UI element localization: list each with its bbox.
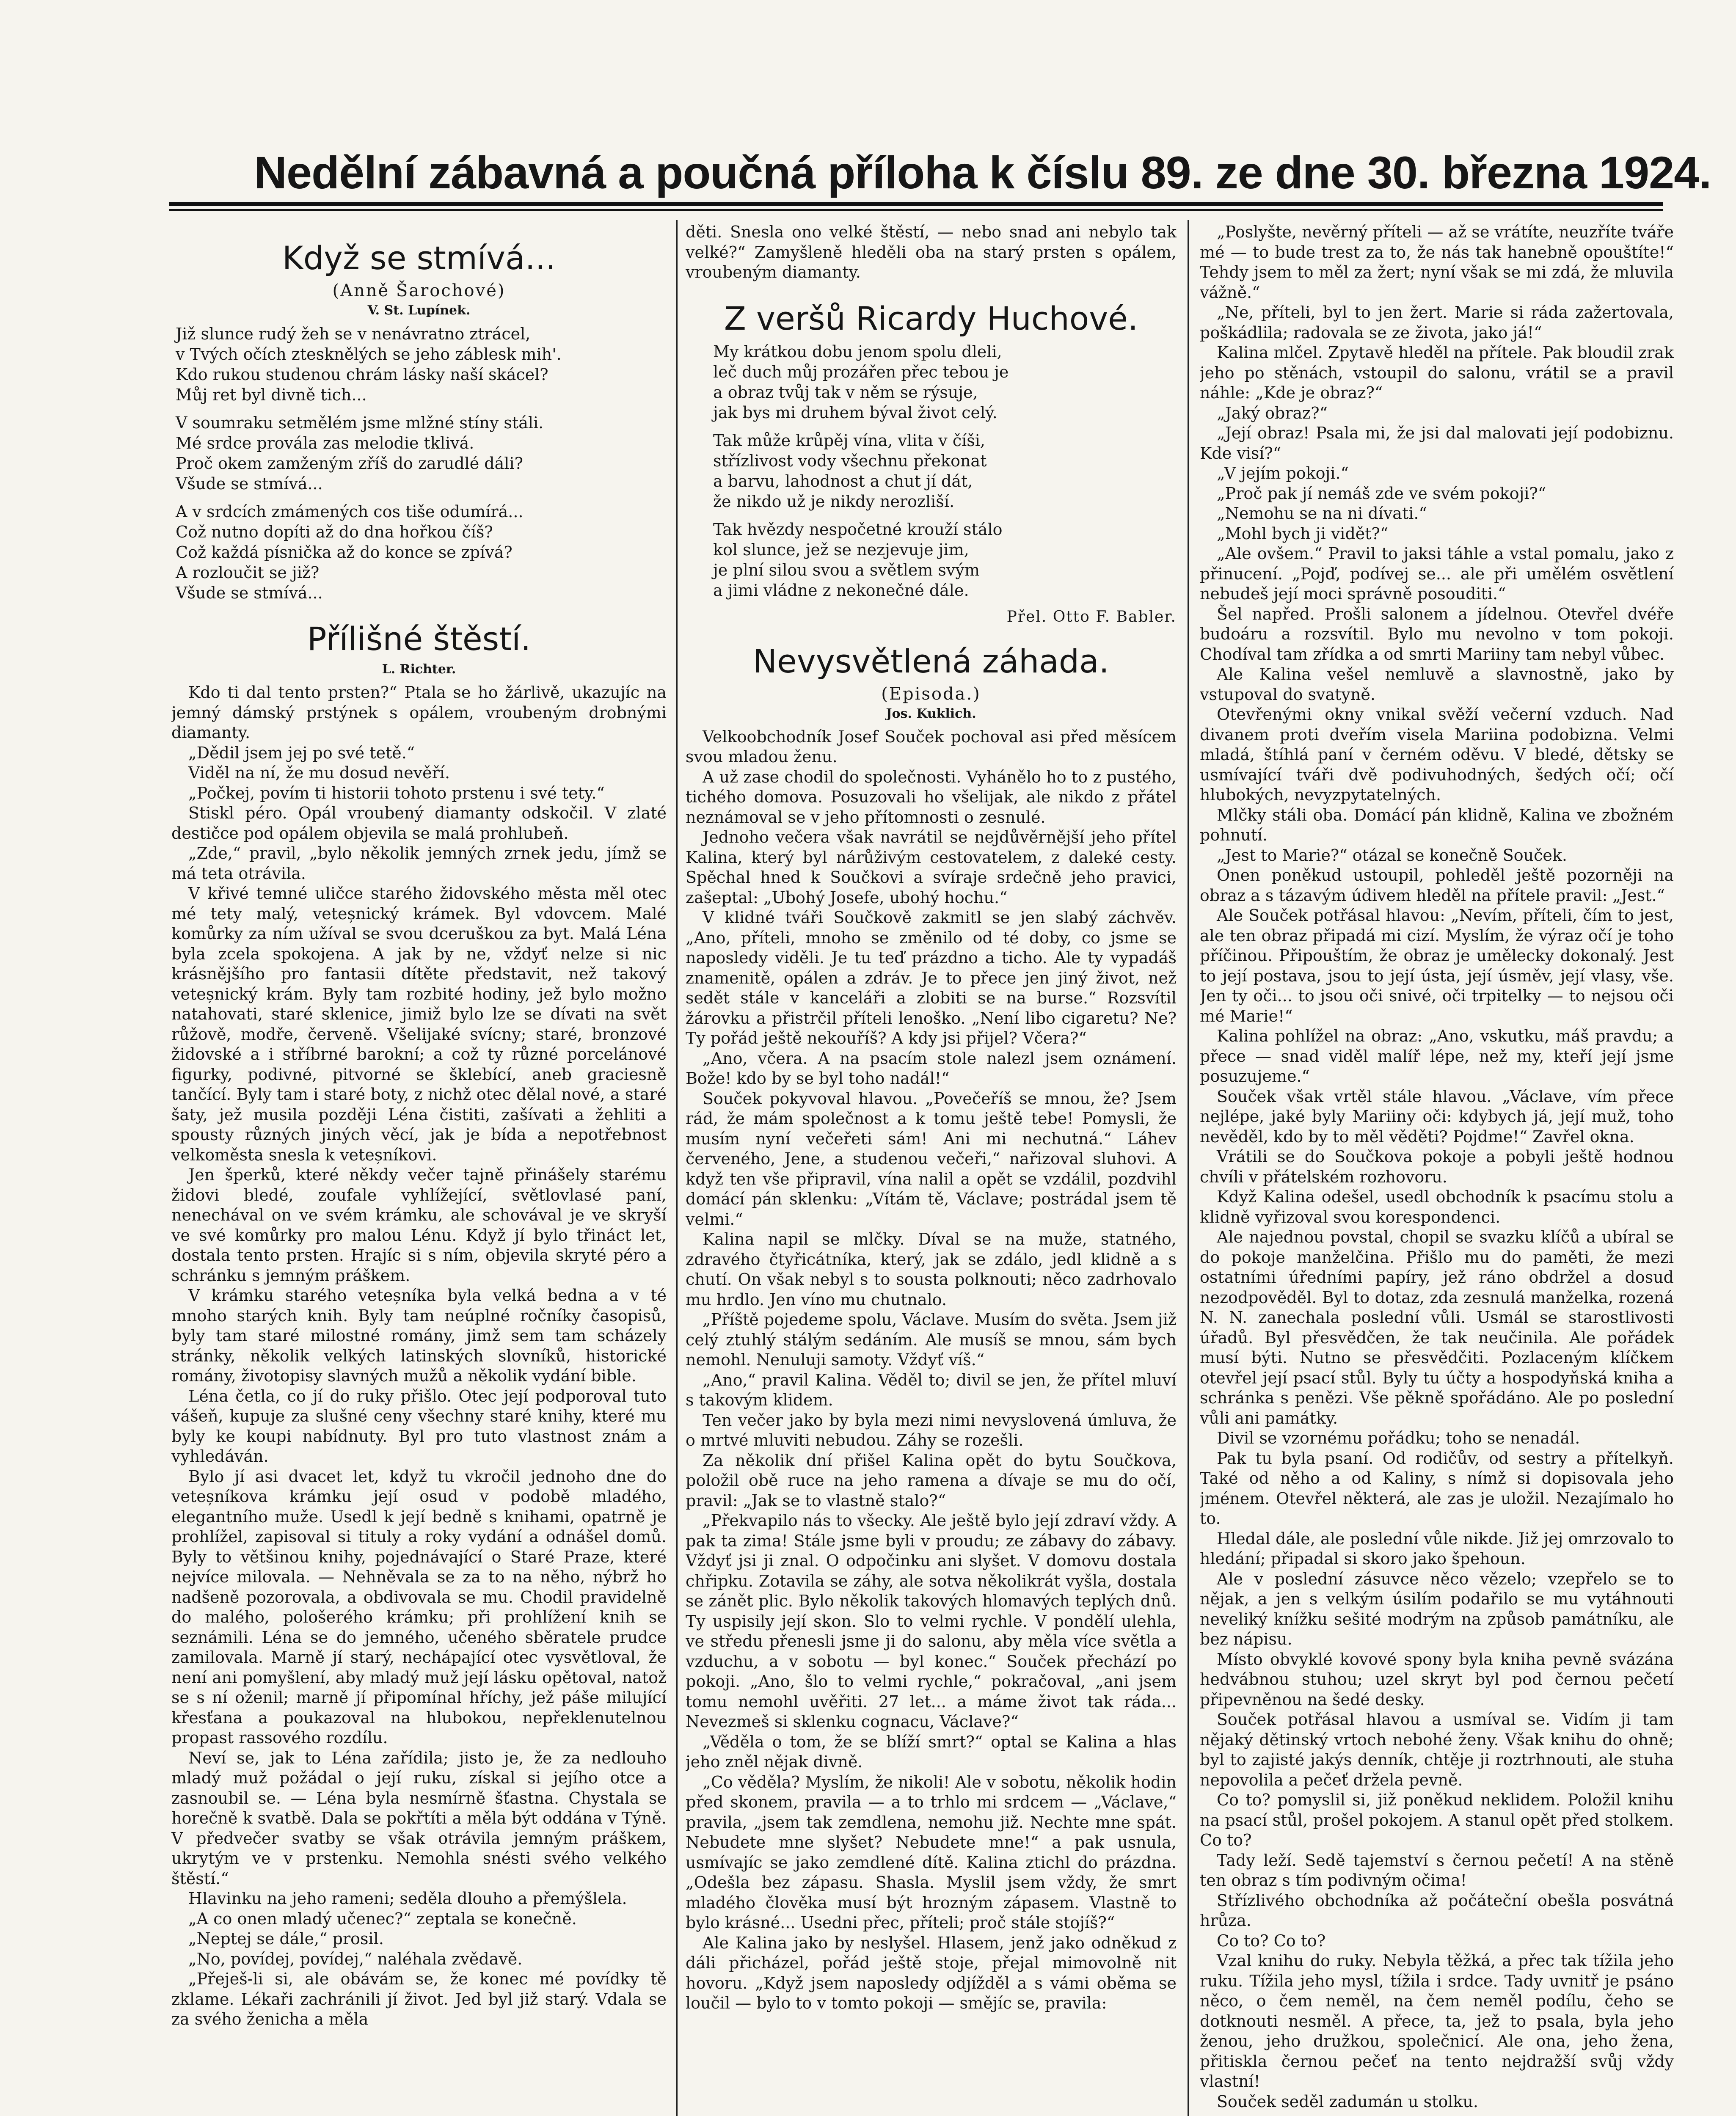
paragraph: Místo obvyklé kovové spony byla kniha pevně svázána hedvábnou stuhou; uzel skryt byl pod černou pečetí připevněnou na šedé desky. bbox=[1200, 1650, 1674, 1709]
paragraph: Divil se vzornému pořádku; toho se nenadál. bbox=[1217, 1429, 1580, 1447]
supplement-masthead: Nedělní zábavná a poučná příloha k číslu 89. ze dne 30. března 1924. bbox=[254, 147, 1711, 198]
paragraph: Neví se, jak to Léna zařídila; jisto je, že za nedlouho mladý muž požádal o její ruku, získal si jejího otce a zasnoubil se. — Léna byla nesmírně šťastna. Chystala se horečně k svatbě. Dala se pokřtíti a měla být oddána v Týně. V předvečer svatby se však otrávila jemným práškem, ukrytým ve v prstenku. Nemohla snésti svého velkého štěstí.“ bbox=[171, 1748, 667, 1888]
poem-line: leč duch můj prozářen přec tebou je bbox=[713, 362, 1009, 381]
column-left bbox=[171, 222, 667, 2116]
paragraph: Bylo jí asi dvacet let, když tu vkročil jednoho dne do veteșníkova krámku její osud v podobě mladého, elegantního muže. Usedl k její bedně s knihami, opatrně je prohlížel, zapisoval si tituly a roky vydání a odnášel domů. Byly to většinou knihy, pojednávající o Staré Praze, které nejvíce milovala. — Nehněvala se za to na něho, nýbrž ho nadšeně pozorovala, a obdivovala se mu. Chodil pravidelně do malého, pološerého krámku; při prohlížení knih se seznámili. Léna se do jemného, učeného sběratele prudce zamilovala. Marně jí starý, nechápající otec vysvětloval, že není ani pomyšlení, aby mladý muž její lásku opětoval, natož se s ní oženil; marně jí připomínal hříchy, jež páše milující křesťana a poukazoval na hlubokou, nepřeklenutelnou propast rassového rozdílu. bbox=[171, 1467, 667, 1747]
paragraph: Ten večer jako by byla mezi nimi nevyslovená úmluva, že o mrtvé mluviti nebudou. Záhy se rozešli. bbox=[686, 1411, 1177, 1449]
poem-kdyz-se-stmiva bbox=[171, 239, 667, 603]
paragraph: „Proč pak jí nemáš zde ve svém pokoji?“ bbox=[1217, 484, 1546, 503]
poem-line: Což každá písnička až do konce se zpívá? bbox=[176, 543, 513, 562]
poem-line: A rozloučit se již? bbox=[176, 563, 320, 582]
paragraph: „Přeješ-li si, ale obávám se, že konec mé povídky tě zklame. Lékaři zachránili jí život. Jed byl již starý. Vdala se za svého ženicha a měla bbox=[171, 1970, 667, 2028]
paragraph: Hledal dále, ale poslední vůle nikde. Již jej omrzovalo to hledání; připadal si skoro jako špehoun. bbox=[1200, 1529, 1674, 1568]
poem-author: V. St. Lupínek. bbox=[367, 303, 471, 318]
poem-line: Tak hvězdy nespočetné krouží stálo bbox=[713, 520, 1003, 539]
poem-stanza bbox=[686, 519, 1177, 601]
masthead-rule-thin bbox=[169, 209, 1663, 211]
paragraph: Mlčky stáli oba. Domácí pán klidně, Kalina ve zbožném pohnutí. bbox=[1200, 805, 1674, 844]
poem-line: Tak může krůpěj vína, vlita v číši, bbox=[713, 431, 985, 450]
poem-z-versu bbox=[686, 300, 1177, 625]
paragraph: Střízlivého obchodníka až počáteční obešla posvátná hrůza. bbox=[1200, 1891, 1674, 1930]
paragraph: „Počkej, povím ti historii tohoto prstenu i své tety.“ bbox=[188, 783, 605, 802]
paragraph: Hlavinku na jeho rameni; seděla dlouho a přemýšlela. bbox=[188, 1889, 627, 1908]
paragraph: Vzal knihu do ruky. Nebyla těžká, a přec tak tížila jeho ruku. Tížila jeho mysl, tížila i srdce. Tady uvnitř je psáno něco, o čem neměl, na čem neměl podílu, čeho se dotknouti nesměl. A přece, ta, jež to psala, byla jeho ženou, jeho družkou, společnicí. Ale ona, jeho žena, přitiskla černou pečeť na tento nejdražší svůj vždy vlastní! bbox=[1200, 1951, 1674, 2091]
paragraph: „Jest to Marie?“ otázal se konečně Souček. bbox=[1217, 846, 1567, 865]
poem-line: a jimi vládne z nekonečné dále. bbox=[713, 581, 969, 600]
paragraph: „Věděla o tom, že se blíží smrt?“ optal se Kalina a hlas jeho zněl nějak divně. bbox=[686, 1732, 1177, 1771]
story-author: Jos. Kuklich. bbox=[886, 706, 976, 721]
poem-dedication: (Anně Šarochové) bbox=[332, 281, 506, 300]
poem-line: Což nutno dopíti až do dna hořkou číš? bbox=[176, 523, 493, 541]
paragraph: „V jejím pokoji.“ bbox=[1217, 464, 1349, 482]
story-title: Přílišné štěstí. bbox=[307, 620, 531, 658]
poem-line: střízlivost vody všechnu překonat bbox=[713, 451, 987, 470]
poem-line: a barvu, lahodnost a chut jí dát, bbox=[713, 471, 973, 490]
paragraph: „Mohl bych ji vidět?“ bbox=[1217, 524, 1389, 543]
paragraph: Co to? Co to? bbox=[1217, 1931, 1326, 1950]
story-continuation: děti. Snesla ono velké štěstí, — nebo snad ani nebylo tak velké?“ Zamyšleně hleděli oba na starý prsten s opálem, vroubeným diamanty. bbox=[686, 223, 1177, 281]
poem-line: Všude se stmívá... bbox=[176, 474, 323, 493]
paragraph: Léna četla, co jí do ruky přišlo. Otec její podporoval tuto vášeň, kupuje za slušné ceny všechny staré knihy, které mu byly ke koupi nabídnuty. Byl pro tuto vlastnost znám a vyhledáván. bbox=[171, 1386, 667, 1466]
poem-line: a obraz tvůj tak v něm se rýsuje, bbox=[713, 383, 978, 402]
paragraph: Šel napřed. Prošli salonem a jídelnou. Otevřel dvéře budoáru a rozsvítil. Bylo mu nevolno v tom pokoji. Chodíval tam zřídka a od smrti Mariiny tam nebyl vůbec. bbox=[1200, 604, 1674, 664]
paragraph: „Její obraz! Psala mi, že jsi dal malovati její podobiznu. Kde visí?“ bbox=[1200, 424, 1674, 463]
paragraph: Za několik dní přišel Kalina opět do bytu Součkova, položil obě ruce na jeho ramena a dívaje se mu do očí, pravil: „Jak se to vlastně stalo?“ bbox=[686, 1451, 1177, 1510]
paragraph: Otevřenými okny vnikal svěží večerní vzduch. Nad divanem proti dveřím visela Mariina podobizna. Velmi mladá, štíhlá paní v černém oděvu. V bledé, dětsky se usmívající tváři dvě podivuhodných, šedých očí; očí hlubokých, nevyzpytatelných. bbox=[1200, 705, 1674, 804]
paragraph: „A co onen mladý učenec?“ zeptala se konečně. bbox=[188, 1909, 577, 1928]
paragraph: Viděl na ní, že mu dosud nevěří. bbox=[188, 763, 450, 782]
poem-line: že nikdo už je nikdy nerozliší. bbox=[713, 492, 955, 511]
paragraph: „No, povídej, povídej,“ naléhala zvědavě. bbox=[188, 1949, 523, 1968]
column-divider bbox=[1188, 220, 1189, 2116]
paragraph: „Nemohu se na ni dívati.“ bbox=[1217, 504, 1427, 523]
paragraph: Souček však vrtěl stále hlavou. „Václave, vím přece nejlépe, jaké byly Mariiny oči: kdybych já, její muž, toho nevěděl, kdo by to měl věděti? Pojdme!“ Zavřel okna. bbox=[1200, 1087, 1674, 1146]
story-author: L. Richter. bbox=[382, 662, 456, 677]
poem-line: Kdo rukou studenou chrám lásky naší skácel? bbox=[176, 365, 548, 384]
story-continuation-body bbox=[1200, 222, 1674, 2112]
poem-line: kol slunce, jež se nezjevuje jim, bbox=[713, 540, 969, 559]
paragraph: Vrátili se do Součkova pokoje a pobyli ještě hodnou chvíli v přátelském rozhovoru. bbox=[1200, 1147, 1674, 1186]
poem-line: je plní silou svou a světlem svým bbox=[713, 560, 980, 579]
poem-title: Z veršů Ricardy Huchové. bbox=[724, 299, 1138, 337]
paragraph: „Neptej se dále,“ prosil. bbox=[188, 1929, 384, 1948]
poem-body bbox=[686, 342, 1177, 601]
poem-stanza bbox=[171, 413, 667, 494]
poem-translator: Přel. Otto F. Babler. bbox=[1006, 608, 1177, 625]
paragraph: „Ano,“ pravil Kalina. Věděl to; divil se jen, že přítel mluví s takovým klidem. bbox=[686, 1370, 1177, 1409]
paragraph: Tady leží. Sedě tajemství s černou pečetí! A na stěně ten obraz s tím podivným očima! bbox=[1200, 1851, 1674, 1890]
paragraph: „Ne, příteli, byl to jen žert. Marie si ráda zažertovala, poškádlila; radovala se ze života, jako já!“ bbox=[1200, 303, 1674, 342]
poem-line: Proč okem zamženým zříš do zarudlé dáli? bbox=[176, 454, 523, 473]
paragraph: V křivé temné uličce starého židovského města měl otec mé tety malý, veteșnický krámek. Byl vdovcem. Malé komůrky za ním užíval se svou dceruškou za byt. Malá Léna byla zcela spokojena. A jak by ne, vždyť nelze si nic krásnějšího pro fantasii dítěte představit, než takový veteșnický krám. Byly tam rozbité hodiny, jež bylo možno natahovati, staré sklenice, jimiž bylo lze se dívati na svět růžově, modře, červeně. Všelijaké svícny; staré, bronzové židovské a i stříbrné barokní; a což ty různé porcelánové figurky, podivné, pitvorné se šklebící, aneb graciesně tančící. Byly tam i staré boty, z nichž otec dělal nové, a staré šaty, jež musila později Léna čistiti, zašívati a žehliti a spousty různých jiných věcí, jak je bída a nepotřebnost velkoměsta snesla k veteșníkovi. bbox=[171, 884, 667, 1164]
paragraph: Onen poněkud ustoupil, pohleděl ještě pozorněji na obraz a s tázavým údivem hleděl na přítele pravil: „Jest.“ bbox=[1200, 866, 1674, 905]
poem-title: Když se stmívá... bbox=[282, 239, 556, 277]
paragraph: Kalina pohlížel na obraz: „Ano, vskutku, máš pravdu; a přece — snad viděl malíř lépe, než my, kteří její jsme posuzujeme.“ bbox=[1200, 1027, 1674, 1086]
paragraph: Souček potřásal hlavou a usmíval se. Vidím ji tam nějaký dětinský vrtoch nebohé ženy. Však knihu do ohně; byl to zajisté jakýs denník, chtěje ji roztrhnouti, ale stuha nepovolila a pečeť držela pevně. bbox=[1200, 1710, 1674, 1789]
paragraph: Ale Souček potřásal hlavou: „Nevím, příteli, čím to jest, ale ten obraz připadá mi cizí. Myslím, že výraz očí je toho příčinou. Připouštím, že obraz je umělecky dokonalý. Jest to její postava, jsou to její ústa, její úsměv, její vlasy, vše. Jen ty oči... to jsou oči snivé, oči trpitelky — to nejsou oči mé Marie!“ bbox=[1200, 906, 1674, 1025]
paragraph: V klidné tváři Součkově zakmitl se jen slabý záchvěv. „Ano, příteli, mnoho se změnilo od té doby, co jsme se naposledy viděli. Je tu teď prázdno a ticho. Ale ty vypadáš znamenitě, opálen a zdráv. Je to přece jen jiný život, než sedět stále v kanceláři a zlobiti se na burse.“ Rozsvítil žárovku a přistrčil příteli lenoško. „Není libo cigaretu? Ne? Ty pořád ještě nekouříš? A kdy jsi přijel? Včera?“ bbox=[686, 908, 1177, 1047]
paragraph: Ale v poslední zásuvce něco vězelo; vzepřelo se to nějak, a jen s velkým úsilím podařilo se mu vytáhnouti neveliký knížku sešité modrým na způsob památníku, ale bez nápisu. bbox=[1200, 1569, 1674, 1648]
column-middle bbox=[686, 222, 1177, 2116]
paragraph: Kalina napil se mlčky. Díval se na muže, statného, zdravého čtyřicátníka, který, jak se zdálo, jedl klidně a s chutí. On však nebyl s to sousta polknouti; něco zadrhovalo mu hrdlo. Jen víno mu chutnalo. bbox=[686, 1230, 1177, 1309]
paragraph: „Zde,“ pravil, „bylo několik jemných zrnek jedu, jímž se má teta otrávila. bbox=[171, 844, 667, 883]
story-subtitle: (Episoda.) bbox=[881, 684, 981, 704]
paragraph: A už zase chodil do společnosti. Vyhánělo ho to z pustého, tichého domova. Posuzovali ho všelijak, ale nikdo z přátel neznámoval se v jeho přítomnosti o zesnulé. bbox=[686, 767, 1177, 827]
poem-stanza bbox=[171, 501, 667, 603]
paragraph: „Ale ovšem.“ Pravil to jaksi táhle a vstal pomalu, jako z přinucení. „Pojď, podívej se... ale při umělém osvětlení nebudeš její moci správně posouditi.“ bbox=[1200, 544, 1674, 603]
poem-stanza bbox=[686, 430, 1177, 512]
poem-line: Můj ret byl divně tich... bbox=[176, 386, 367, 404]
poem-line: My krátkou dobu jenom spolu dleli, bbox=[713, 342, 1002, 361]
poem-line: v Tvých očích ztesknělých se jeho záblesk mih'. bbox=[176, 345, 562, 364]
poem-line: A v srdcích zmámených cos tiše odumírá... bbox=[176, 502, 524, 521]
paragraph: Kdo ti dal tento prsten?“ Ptala se ho žárlivě, ukazujíc na jemný dámský prstýnek s opálem, vroubeným drobnými diamanty. bbox=[171, 683, 667, 742]
paragraph: Když Kalina odešel, usedl obchodník k psacímu stolu a klidně vyřizoval svou korespondenci. bbox=[1200, 1187, 1674, 1226]
paragraph: „Příště pojedeme spolu, Václave. Musím do světa. Jsem již celý ztuhlý stálým sedáním. Ale musíš se mnou, sám bych nemohl. Nenuluji samoty. Vždyť víš.“ bbox=[686, 1310, 1177, 1369]
paragraph: Souček seděl zadumán u stolku. bbox=[1217, 2092, 1478, 2111]
paragraph: Pak tu byla psaní. Od rodičův, od sestry a přítelkyň. Také od něho a od Kaliny, s nímž si dopisovala jeho jménem. Otevřel některá, ale zas je uložil. Nezajímalo ho to. bbox=[1200, 1449, 1674, 1528]
paragraph: V krámku starého veteșníka byla velká bedna a v té mnoho starých knih. Byly tam neúplné ročníky časopisů, byly tam staré milostné romány, jimž sem tam scházely stránky, několik velkých latinských slovníků, historické romány, životopisy slavných mužů a několik vydání bible. bbox=[171, 1286, 667, 1385]
poem-line: Mé srdce provála zas melodie tklivá. bbox=[176, 434, 474, 452]
paragraph: „Ano, včera. A na psacím stole nalezl jsem oznámení. Bože! kdo by se byl toho nadál!“ bbox=[686, 1049, 1177, 1088]
story-title: Nevysvětlená záhada. bbox=[753, 642, 1109, 680]
paragraph: Ale najednou povstal, chopil se svazku klíčů a ubíral se do pokoje manželčina. Přišlo mu do paměti, že mezi ostatními úředními papíry, jež ráno obdržel a dosud nezodpověděl. Byl to dotaz, zda zesnulá manželka, rozená N. N. zanechala poslední vůli. Usmál se starostlivosti úřadů. Byl přesvědčen, že tak neučinila. Ale pořádek musí býti. Nutno se přesvědčiti. Pozlaceným klíčkem otevřel její psací stůl. Byly tu účty a hospodyňská kniha a schránka s penězi. Vše pěkně spořádáno. Ale po poslední vůli ani památky. bbox=[1200, 1228, 1674, 1427]
column-divider bbox=[676, 220, 678, 2116]
masthead-rule bbox=[169, 202, 1663, 206]
paragraph: „Jaký obraz?“ bbox=[1217, 403, 1328, 422]
column-right bbox=[1200, 222, 1674, 2116]
paragraph: Ale Kalina vešel nemluvě a slavnostně, jako by vstupoval do svatyně. bbox=[1200, 665, 1674, 704]
story-nevysvetlena-zahada bbox=[686, 642, 1177, 2014]
paragraph: Ale Kalina jako by neslyšel. Hlasem, jenž jako odněkud z dáli přicházel, pořád ještě stoje, přejal mimovolně nit hovoru. „Když jsem naposledy odjížděl a s vámi oběma se loučil — bylo to v tomto pokoji — smějíc se, pravila: bbox=[686, 1933, 1177, 2012]
story-prilisne-stesti bbox=[171, 620, 667, 2030]
paragraph: Souček pokyvoval hlavou. „Povečeříš se mnou, že? Jsem rád, že mám společnost a k tomu ještě tebe! Pomysli, že musím nyní večeřeti sám! Ani mi nechutná.“ Láhev červeného, Jene, a studenou večeři,“ nařizoval sluhovi. A když ten vše připravil, vína nalil a opět se vzdálil, pozdvihl domácí pán sklenku: „Vítám tě, Václave; postrádal jsem tě velmi.“ bbox=[686, 1089, 1177, 1229]
poem-line: Již slunce rudý žeh se v nenávratno ztrácel, bbox=[176, 325, 531, 343]
paragraph: „Co věděla? Myslím, že nikoli! Ale v sobotu, několik hodin před skonem, pravila — a to trhlo mi srdcem — „Václave,“ pravila, „jsem tak zemdlena, nemohu již. Nechte mne spát. Nebudete mne slyšet? Nebudete mne!“ a pak usnula, usmívajíc se jako zemdlené dítě. Kalina ztichl do prázdna. „Odešla bez zápasu. Shasla. Myslil jsem vždy, že smrt mladého člověka musí být hrozným zápasem. Vlastně to bylo krásné... Usedni přec, příteli; proč stále stojíš?“ bbox=[686, 1772, 1177, 1932]
paragraph: Stiskl péro. Opál vroubený diamanty odskočil. V zlaté destičce pod opálem objevila se malá prohlubeň. bbox=[171, 804, 667, 843]
story-body bbox=[171, 683, 667, 2030]
poem-line: V soumraku setmělém jsme mlžné stíny stáli. bbox=[176, 413, 544, 432]
poem-body bbox=[171, 324, 667, 603]
paragraph: Jen šperků, které někdy večer tajně přinášely starému židovi bledé, zoufale vyhlížející, světlovlasé paní, nenechával on ve svém krámku, ale schovával je ve skryší ve své komůrky pro malou Lénu. Když jí bylo třináct let, dostala tento prsten. Hrajíc si s ním, objevila skryté péro a schránku s jemným práškem. bbox=[171, 1165, 667, 1285]
paragraph: Kalina mlčel. Zpytavě hleděl na přítele. Pak bloudil zrak jeho po stěnách, vstoupil do salonu, vrátil se a pravil náhle: „Kde je obraz?“ bbox=[1200, 343, 1674, 402]
paragraph: Jednoho večera však navrátil se nejdůvěrnější jeho přítel Kalina, který byl nárůživým cestovatelem, z daleké cesty. Spěchal hned k Součkovi a svíraje srdečně jeho pravici, zašeptal: „Ubohý Josefe, ubohý hochu.“ bbox=[686, 828, 1177, 907]
poem-line: jak bys mi druhem býval život celý. bbox=[713, 403, 998, 422]
story-body bbox=[686, 727, 1177, 2014]
poem-stanza bbox=[686, 342, 1177, 423]
paragraph: „Překvapilo nás to všecky. Ale ještě bylo její zdraví vždy. A pak ta zima! Stále jsme byli v proudu; ze zábavy do zábavy. Vždyť jsi ji znal. O odpočinku ani slyšet. V domovu dostala chřipku. Zotavila se záhy, ale sotva několikrát vyšla, dostala se zánět plic. Bylo několik takových hlomavých teplých dnů. Ty uspisily její skon. Slo to velmi rychle. V pondělí ulehla, ve středu přenesli jsme ji do salonu, aby měla více světla a vzduchu, a v sobotu — byl konec.“ Souček přechází po pokoji. „Ano, šlo to velmi rychle,“ pokračoval, „ani jsem tomu nemohl uvěřiti. 27 let... a máme život tak ráda... Nevezmeš si sklenku cognacu, Václave?“ bbox=[686, 1511, 1177, 1731]
paragraph: „Poslyšte, nevěrný příteli — až se vrátíte, neuzříte tváře mé — to bude trest za to, že nás tak hanebně opouštíte!“ Tehdy jsem to měl za žert; nyní však se mi zdá, že mluvila vážně.“ bbox=[1200, 223, 1674, 302]
poem-line: Všude se stmívá... bbox=[176, 584, 323, 602]
poem-stanza bbox=[171, 324, 667, 405]
paragraph: Co to? pomyslil si, již poněkud neklidem. Položil knihu na psací stůl, prošel pokojem. A stanul opět před stolkem. Co to? bbox=[1200, 1791, 1674, 1849]
paragraph: Velkoobchodník Josef Souček pochoval asi před měsícem svou mladou ženu. bbox=[686, 727, 1177, 766]
paragraph: „Dědil jsem jej po své tetě.“ bbox=[188, 743, 415, 762]
